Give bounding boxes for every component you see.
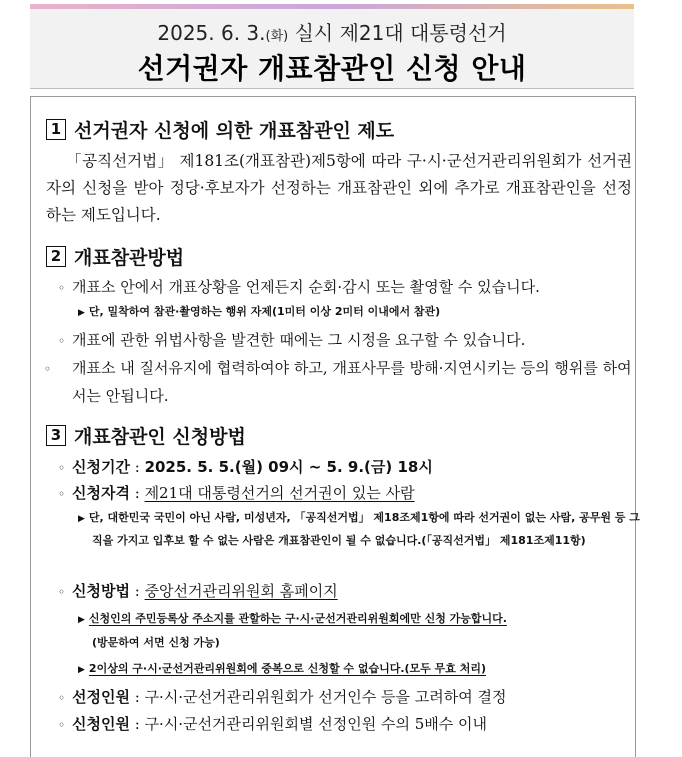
- section3-method-note1b: (방문하여 서면 신청 가능): [92, 636, 220, 649]
- section3-method-note2: ▶ 2이상의 구·시·군선거관리위원회에 중복으로 신청할 수 없습니다.(모두 무효 처리): [78, 662, 487, 675]
- title-box: [30, 9, 634, 89]
- section3-heading: [46, 422, 246, 449]
- page-title: 선거권자 개표참관인 신청 안내: [137, 52, 527, 85]
- section3-number: 3: [46, 425, 66, 446]
- section3-selection-count: ◦ 선정인원 : 구·시·군선거관리위원회가 선거인수 등을 고려하여 결정: [58, 684, 630, 711]
- bullet-mark: ◦: [58, 461, 66, 475]
- section1-heading: [46, 116, 394, 143]
- triangle-icon: ▶: [78, 308, 85, 318]
- section3-period: ◦ 신청기간 : 2025. 5. 5.(월) 09시 ~ 5. 9.(금) 18시: [58, 454, 630, 481]
- section2-number: 2: [46, 246, 66, 267]
- section1-body: 「공직선거법」 제181조(개표참관)제5항에 따라 구·시·군선거관리위원회가 선거권자의 신청을 받아 정당·후보자가 선정하는 개표참관인 외에 추가로 개표참관인을 선정하는 제도입니다.: [46, 152, 632, 224]
- bullet-mark: ◦: [58, 334, 66, 348]
- section2-heading: [46, 243, 184, 270]
- bullet-mark: ◦: [58, 281, 66, 295]
- bullet-mark: ◦: [58, 691, 66, 705]
- section2-item2: ◦ 개표에 관한 위법사항을 발견한 때에는 그 시정을 요구할 수 있습니다.: [58, 327, 630, 354]
- section3-qualification-note: ▶ 단, 대한민국 국민이 아닌 사람, 미성년자, 「공직선거법」 제18조제1항에 따라 선거권이 없는 사람, 공무원 등 그 직을 가지고 입후보 할 수 없는 사람은 개표참관인이 될 수 없습니다.(「공직선거법」 제181조제11항): [78, 511, 640, 547]
- section2-item3: ◦ 개표소 내 질서유지에 협력하여야 하고, 개표사무를 방해·지연시키는 등의 행위를 하여서는 안됩니다.: [58, 355, 644, 410]
- election-subtitle: 2025. 6. 3.(화) 실시 제21대 대통령선거: [157, 21, 507, 45]
- section1-title: 선거권자 신청에 의한 개표참관인 제도: [74, 120, 395, 142]
- triangle-icon: ▶: [78, 665, 85, 675]
- section2-note1: ▶ 단, 밀착하여 참관·촬영하는 행위 자제(1미터 이상 2미터 이내에서 참관): [78, 305, 441, 318]
- triangle-icon: ▶: [78, 514, 85, 524]
- bullet-mark: ◦: [44, 362, 52, 376]
- section3-method-note1: ▶ 신청인의 주민등록상 주소지를 관할하는 구·시·군선거관리위원회에만 신청 가능합니다.: [78, 612, 507, 625]
- section3-method: ◦ 신청방법 : 중앙선거관리위원회 홈페이지: [58, 578, 630, 605]
- section1-number: 1: [46, 119, 66, 140]
- section3-application-count: ◦ 신청인원 : 구·시·군선거관리위원회별 선정인원 수의 5배수 이내: [58, 711, 630, 738]
- section3-qualification: ◦ 신청자격 : 제21대 대통령선거의 선거권이 있는 사람: [58, 480, 630, 507]
- section2-item1: ◦ 개표소 안에서 개표상황을 언제든지 순회·감시 또는 촬영할 수 있습니다.: [58, 274, 630, 301]
- bullet-mark: ◦: [58, 487, 66, 501]
- section2-title: 개표참관방법: [74, 247, 185, 269]
- bullet-mark: ◦: [58, 585, 66, 599]
- section3-title: 개표참관인 신청방법: [74, 426, 246, 448]
- bullet-mark: ◦: [58, 718, 66, 732]
- triangle-icon: ▶: [78, 615, 85, 625]
